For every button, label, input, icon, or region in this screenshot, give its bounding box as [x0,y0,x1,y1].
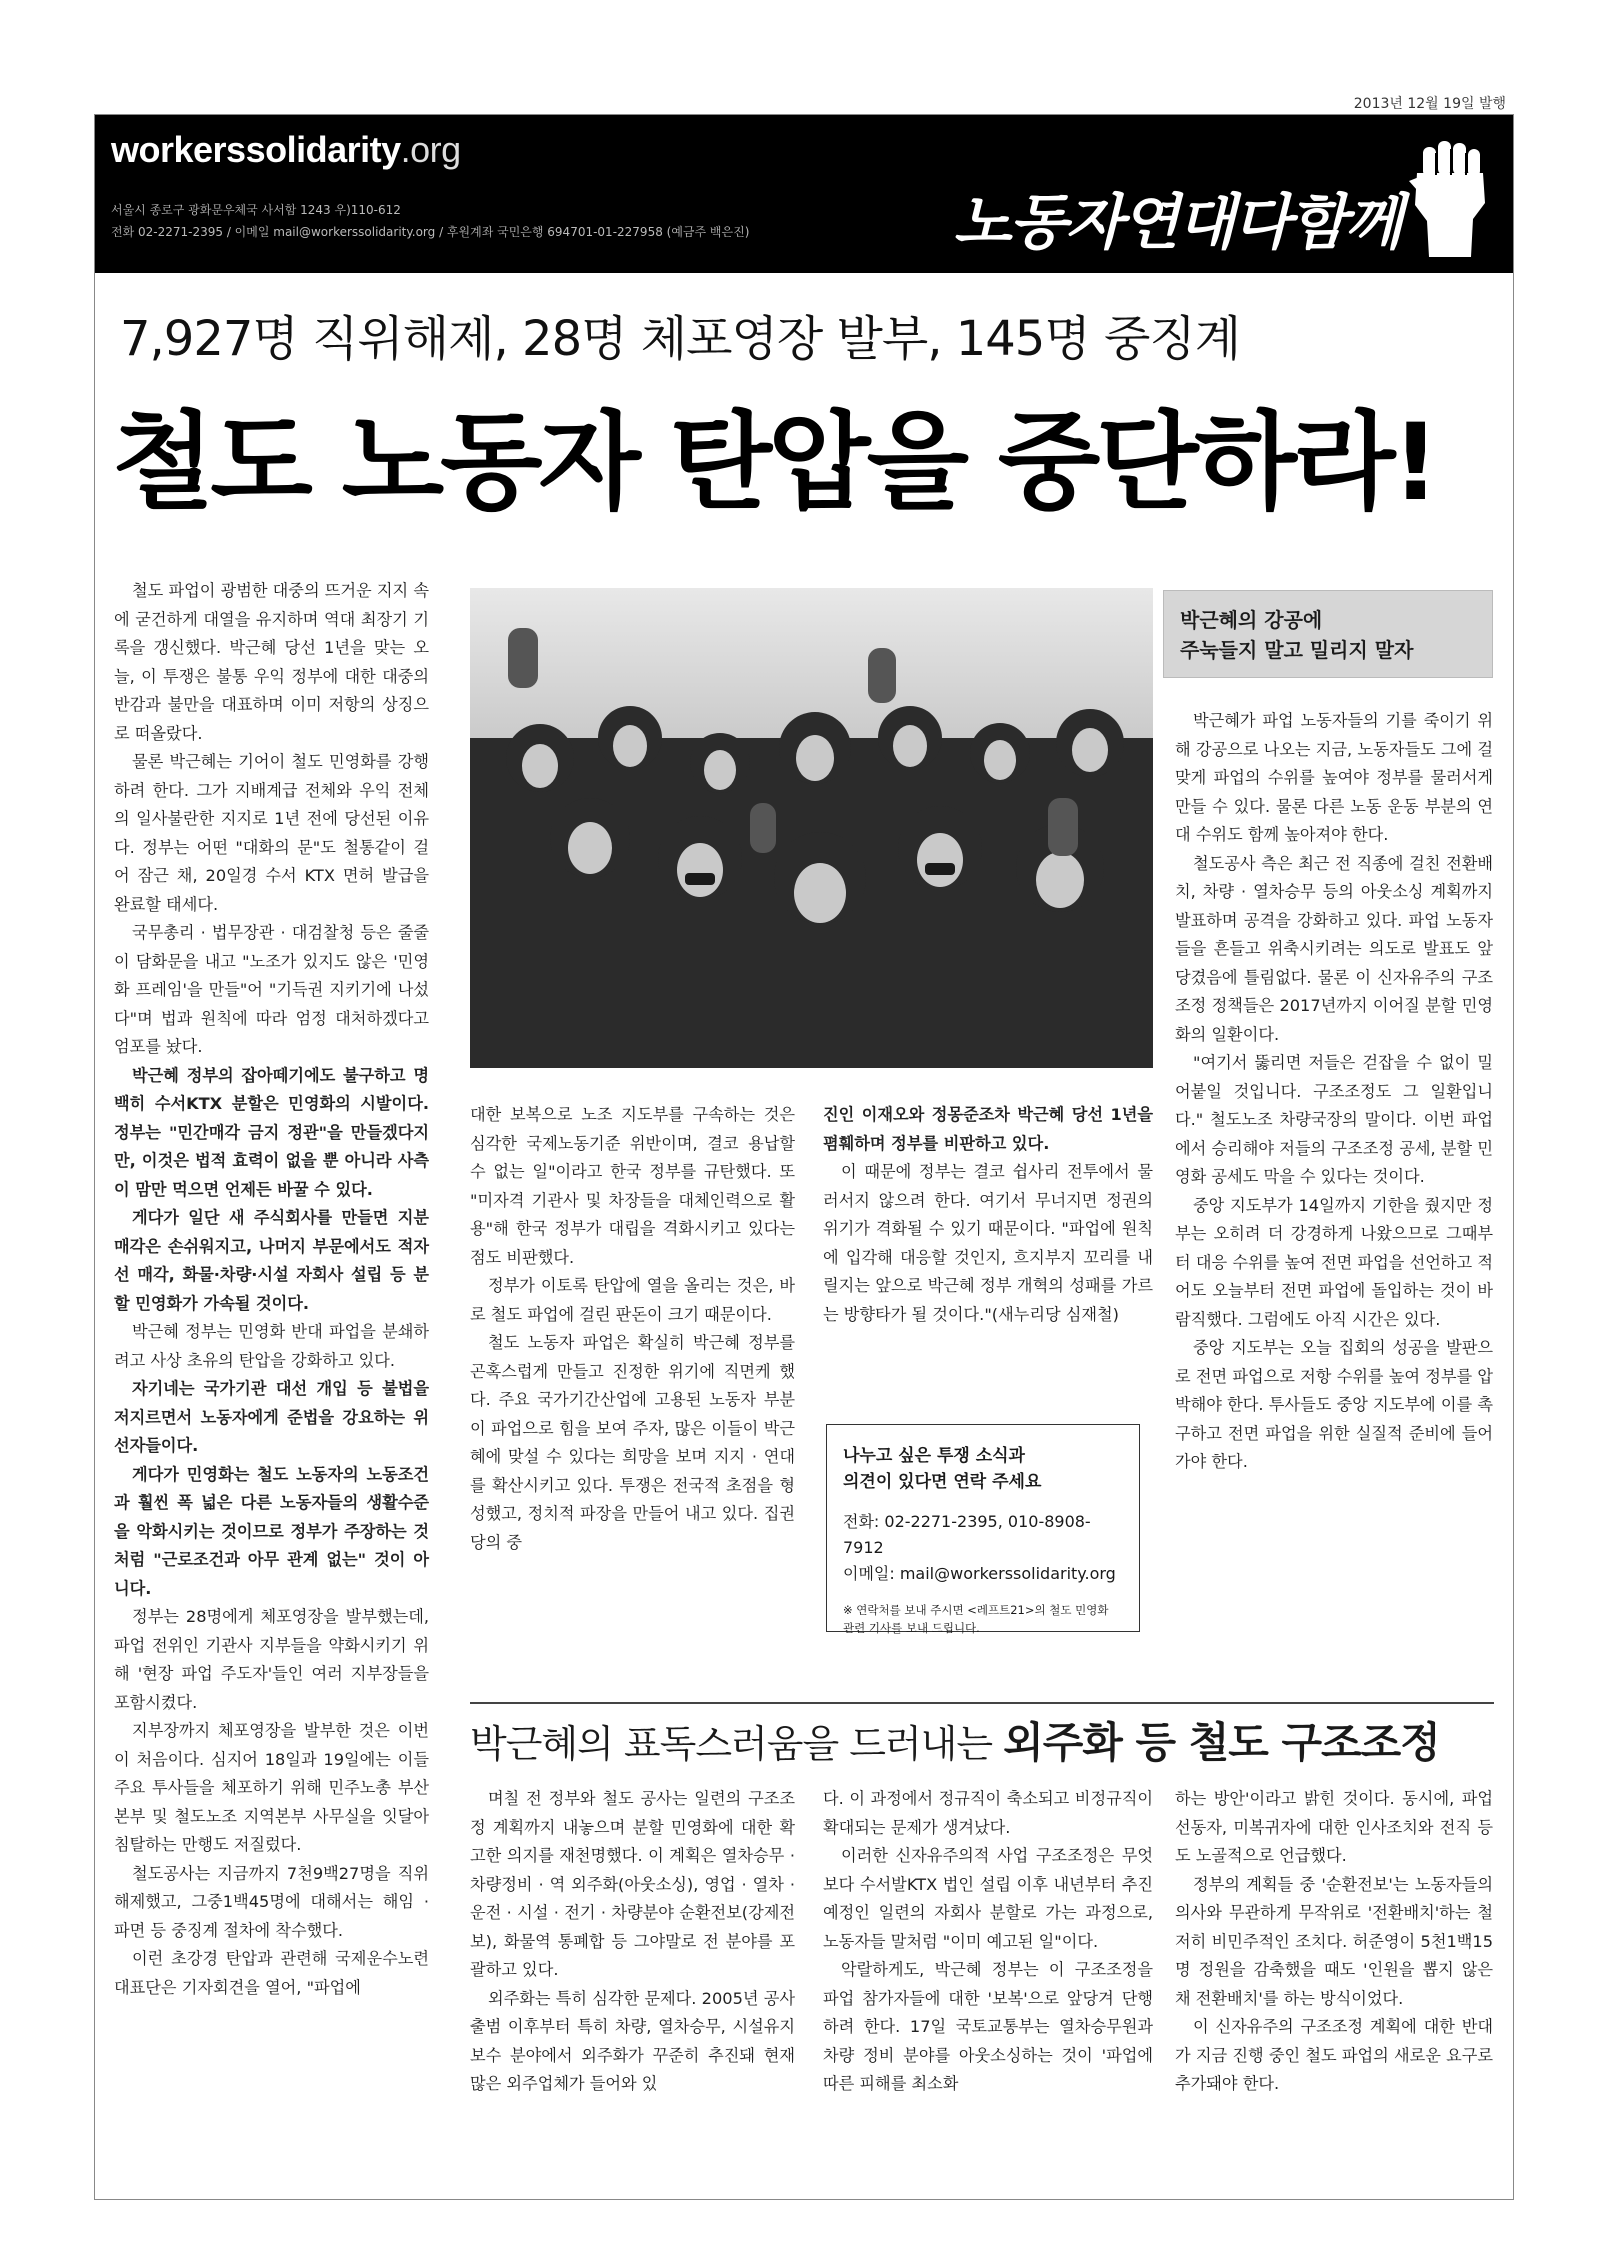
subheadline: 7,927명 직위해제, 28명 체포영장 발부, 145명 중징계 [120,311,1241,367]
headline: 철도 노동자 탄압을 중단하라! [112,401,1436,524]
paragraph: 철도공사 측은 최근 전 직종에 걸친 전환배치, 차량 · 열차승무 등의 아웃소싱 계획까지 발표하며 공격을 강화하고 있다. 파업 노동자들을 흔들고 위축시키려는 의도로 발표도 앞당겼음에 틀림없다. 물론 이 신자유주의 구조조정 정책들은 2017년까지 이어질 분할 민영화의 일환이다. [1175,853,1493,1044]
article-column-3 [823,1101,1153,1329]
sidebox-heading [1163,590,1493,678]
paragraph: 철도 파업이 광범한 대중의 뜨거운 지지 속에 굳건하게 대열을 유지하며 역대 최장기 기록을 갱신했다. 박근혜 당선 1년을 맞는 오늘, 이 투쟁은 불통 우익 정부에 대한 대중의 반감과 불만을 대표하며 이미 저항의 상징으로 떠올랐다. [114,581,429,743]
protest-photo-icon [470,588,1153,1068]
paragraph: 물론 박근혜는 기어이 철도 민영화를 강행하려 한다. 그가 지배계급 전체와 우익 전체의 일사불란한 지지로 1년 전에 당선된 이유다. 정부는 어떤 "대화의 문"도 철통같이 걸어 잠근 채, 20일경 수서 KTX 면허 발급을 완료할 태세다. [114,752,429,914]
paragraph: 중앙 지도부가 14일까지 기한을 줬지만 정부는 오히려 더 강경하게 나왔으므로 그때부터 대응 수위를 높여 전면 파업을 선언하고 적어도 오늘부터 전면 파업에 돌입하는 것이 바람직했다. 그럼에도 아직 시간은 있다. [1175,1195,1493,1329]
article-column-4 [1175,707,1493,1477]
bold-text: 게다가 일단 새 주식회사를 만들면 지분 매각은 손쉬워지고, 나머지 부문에서도 적자선 매각, 화물·차량·시설 자회사 설립 등 분할 민영화가 가속될 것이다. [114,1208,429,1313]
paragraph: 이 신자유주의 구조조정 계획에 대한 반대가 지금 진행 중인 철도 파업의 새로운 요구로 추가돼야 한다. [1175,2017,1493,2093]
sidebox-line-1: 박근혜의 강공에 [1180,608,1323,632]
masthead-contact [111,199,749,243]
bold-text: 게다가 민영화는 철도 노동자의 노동조건과 훨씬 폭 넓은 다른 노동자들의 생활수준을 악화시키는 것이므로 정부가 주장하는 것처럼 "근로조건과 아무 관계 없는" 것이 아니다. [114,1464,429,1598]
postal-address: 서울시 종로구 광화문우체국 사서함 1243 우)110-612 [111,203,401,217]
contact-email[interactable]: 이메일: mail@workerssolidarity.org [843,1564,1116,1583]
paragraph: 며칠 전 정부와 철도 공사는 일련의 구조조정 계획까지 내놓으며 분할 민영화에 대한 확고한 의지를 재천명했다. 이 계획은 열차승무 · 차량정비 · 역 외주화(아웃소싱), 영업 · 열차 · 운전 · 시설 · 전기 · 차량분야 순환전보(강제전보), 화물역 통폐합 등 그야말로 전 분야를 포괄하고 있다. [470,1789,795,1979]
contact-title-2: 의견이 있다면 연락 주세요 [843,1472,1042,1492]
bold-text: 박근혜 정부의 잡아떼기에도 불구하고 명백히 수서KTX 분할은 민영화의 시발이다. 정부는 "민간매각 금지 정관"을 만들겠다지만, 이것은 법적 효력이 없을 뿐 아니라 사측이 맘만 먹으면 언제든 바꿀 수 있다. [114,1065,429,1199]
section-column-1 [470,1785,795,2099]
paragraph: 악랄하게도, 박근혜 정부는 이 구조조정을 파업 참가자들에 대한 '보복'으로 앞당겨 단행하려 한다. 17일 국토교통부는 열차승무원과 차량 정비 분야를 아웃소싱하는 것이 '파업에 따른 피해를 최소화 [823,1960,1153,2093]
paragraph-bold [823,1101,1153,1158]
photo-illustration [470,588,1153,1068]
site-name: workerssolidarity [111,129,401,170]
paragraph: 외주화는 특히 심각한 문제다. 2005년 공사 출범 이후부터 특히 차량, 열차승무, 시설유지보수 분야에서 외주화가 꾸준히 추진돼 현재 많은 외주업체가 들어와 있 [470,1988,795,2093]
paragraph: 철도공사는 지금까지 7천9백27명을 직위해제했고, 그중1백45명에 대해서는 해임 · 파면 등 중징계 절차에 착수했다. [114,1863,429,1940]
bold-text: 진인 이재오와 정몽준조차 박근혜 당선 1년을 폄훼하며 정부를 비판하고 있다. [823,1105,1153,1153]
section-title-bold: 외주화 등 철도 구조조정 [1003,1718,1440,1767]
article-column-2 [470,1101,795,1557]
paragraph: 이 때문에 정부는 결코 쉽사리 전투에서 물러서지 않으려 한다. 여기서 무너지면 정권의 위기가 격화될 수 있기 때문이다. "파업에 원칙에 입각해 대응할 것인지, 흐지부지 꼬리를 내릴지는 앞으로 박근혜 정부 개혁의 성패를 가르는 방향타가 될 것이다."(새누리당 심재철) [823,1162,1153,1324]
paragraph: 정부가 이토록 탄압에 열을 올리는 것은, 바로 철도 파업에 걸린 판돈이 크기 때문이다. [470,1276,795,1324]
contact-title-1: 나누고 싶은 투쟁 소식과 [843,1446,1025,1466]
contact-line: 전화 02-2271-2395 / 이메일 mail@workerssolidarity.org / 후원계좌 국민은행 694701-01-227958 (예금주 백은진) [111,225,750,239]
paragraph: 대한 보복으로 노조 지도부를 구속하는 것은 심각한 국제노동기준 위반이며, 결코 용납할 수 없는 일"이라고 한국 정부를 규탄했다. 또 "미자격 기관사 및 차장들을 대체인력으로 활용"해 한국 정부가 대립을 격화시키고 있다는 점도 비판했다. [470,1105,795,1267]
section-title [470,1710,1440,1770]
section-divider [470,1702,1494,1704]
masthead [95,115,1513,273]
paragraph-bold [114,1062,429,1205]
paragraph-bold [114,1204,429,1318]
paragraph: 이러한 신자유주의적 사업 구조조정은 무엇보다 수서발KTX 법인 설립 이후 내년부터 추진 예정인 일련의 자회사 분할로 가는 과정으로, 노동자들 말처럼 "이미 예고된 일"이다. [823,1846,1153,1951]
paragraph: 이런 초강경 탄압과 관련해 국제운수노련 대표단은 기자회견을 열어, "파업에 [114,1949,429,1997]
paragraph: 중앙 지도부는 오늘 집회의 성공을 발판으로 전면 파업으로 저항 수위를 높여 정부를 압박해야 한다. 투사들도 중앙 지도부에 이를 촉구하고 전면 파업을 위한 실질적 준비에 들어가야 한다. [1175,1338,1493,1471]
paragraph: 박근혜 정부는 민영화 반대 파업을 분쇄하려고 사상 초유의 탄압을 강화하고 있다. [114,1322,429,1370]
contact-phone: 전화: 02-2271-2395, 010-8908-7912 [843,1512,1091,1557]
paragraph: 하는 방안'이라고 밝힌 것이다. 동시에, 파업 선동자, 미복귀자에 대한 인사조치와 전직 등도 노골적으로 언급했다. [1175,1789,1493,1865]
raised-fist-icon [1403,133,1495,257]
paragraph: 철도 노동자 파업은 확실히 박근혜 정부를 곤혹스럽게 만들고 진정한 위기에 직면케 했다. 주요 국가기간산업에 고용된 노동자 부분이 파업으로 힘을 보여 주자, 많은 이들이 박근혜에 맞설 수 있다는 희망을 보며 지지 · 연대를 확산시키고 있다. 투쟁은 전국적 초점을 형성했고, 정치적 파장을 만들어 내고 있다. 집권당의 중 [470,1333,795,1552]
sidebox-line-2: 주눅들지 말고 밀리지 말자 [1180,638,1414,662]
bold-text: 자기네는 국가기관 대선 개입 등 불법을 저지르면서 노동자에게 준법을 강요하는 위선자들이다. [114,1379,429,1455]
article-column-1 [114,577,429,2002]
paragraph: 다. 이 과정에서 정규직이 축소되고 비정규직이 확대되는 문제가 생겨났다. [823,1789,1153,1837]
paragraph-bold [114,1375,429,1461]
contact-note: ※ 연락처를 보내 주시면 <레프트21>의 철도 민영화 관련 기사를 보내 드립니다. [843,1603,1109,1635]
site-tld: .org [400,129,461,170]
contact-box [826,1424,1140,1635]
paragraph-bold [114,1461,429,1604]
section-title-plain: 박근혜의 표독스러움을 드러내는 [470,1722,1004,1766]
section-column-3 [1175,1785,1493,2099]
issue-date: 2013년 12월 19일 발행 [1353,96,1506,112]
paragraph: 정부의 계획들 중 '순환전보'는 노동자들의 의사와 무관하게 무작위로 '전환배치'하는 철저히 비민주적인 조치다. 허준영이 5천1백15명 정원을 감축했을 때도 '인원을 뽑지 않은 채 전환배치'를 하는 방식이었다. [1175,1874,1493,2008]
paragraph: 정부는 28명에게 체포영장을 발부했는데, 파업 전위인 기관사 지부들을 약화시키기 위해 '현장 파업 주도자'들인 여러 지부장들을 포함시켰다. [114,1607,429,1712]
paper-name: 노동자연대다함께 [953,188,1401,258]
paragraph: 국무총리 · 법무장관 · 대검찰청 등은 줄줄이 담화문을 내고 "노조가 있지도 않은 '민영화 프레임'을 만들"어 "기득권 지키기에 나섰다"며 법과 원칙에 따라 엄정 대처하겠다고 엄포를 놨다. [114,923,429,1056]
section-column-2 [823,1785,1153,2099]
paragraph: "여기서 뚫리면 저들은 걷잡을 수 없이 밀어붙일 것입니다. 구조조정도 그 일환입니다." 철도노조 차량국장의 말이다. 이번 파업에서 승리해야 저들의 구조조정 공세, 분할 민영화 공세도 막을 수 있다는 것이다. [1175,1053,1493,1186]
paragraph: 박근혜가 파업 노동자들의 기를 죽이기 위해 강공으로 나오는 지금, 노동자들도 그에 걸맞게 파업의 수위를 높여야 정부를 물러서게 만들 수 있다. 물론 다른 노동 운동 부분의 연대 수위도 함께 높아져야 한다. [1175,711,1493,844]
paragraph: 지부장까지 체포영장을 발부한 것은 이번이 처음이다. 심지어 18일과 19일에는 이들 주요 투사들을 체포하기 위해 민주노총 부산본부 및 철도노조 지역본부 사무실을 잇달아 침탈하는 만행도 저질렀다. [114,1721,429,1854]
site-logo [111,129,461,171]
